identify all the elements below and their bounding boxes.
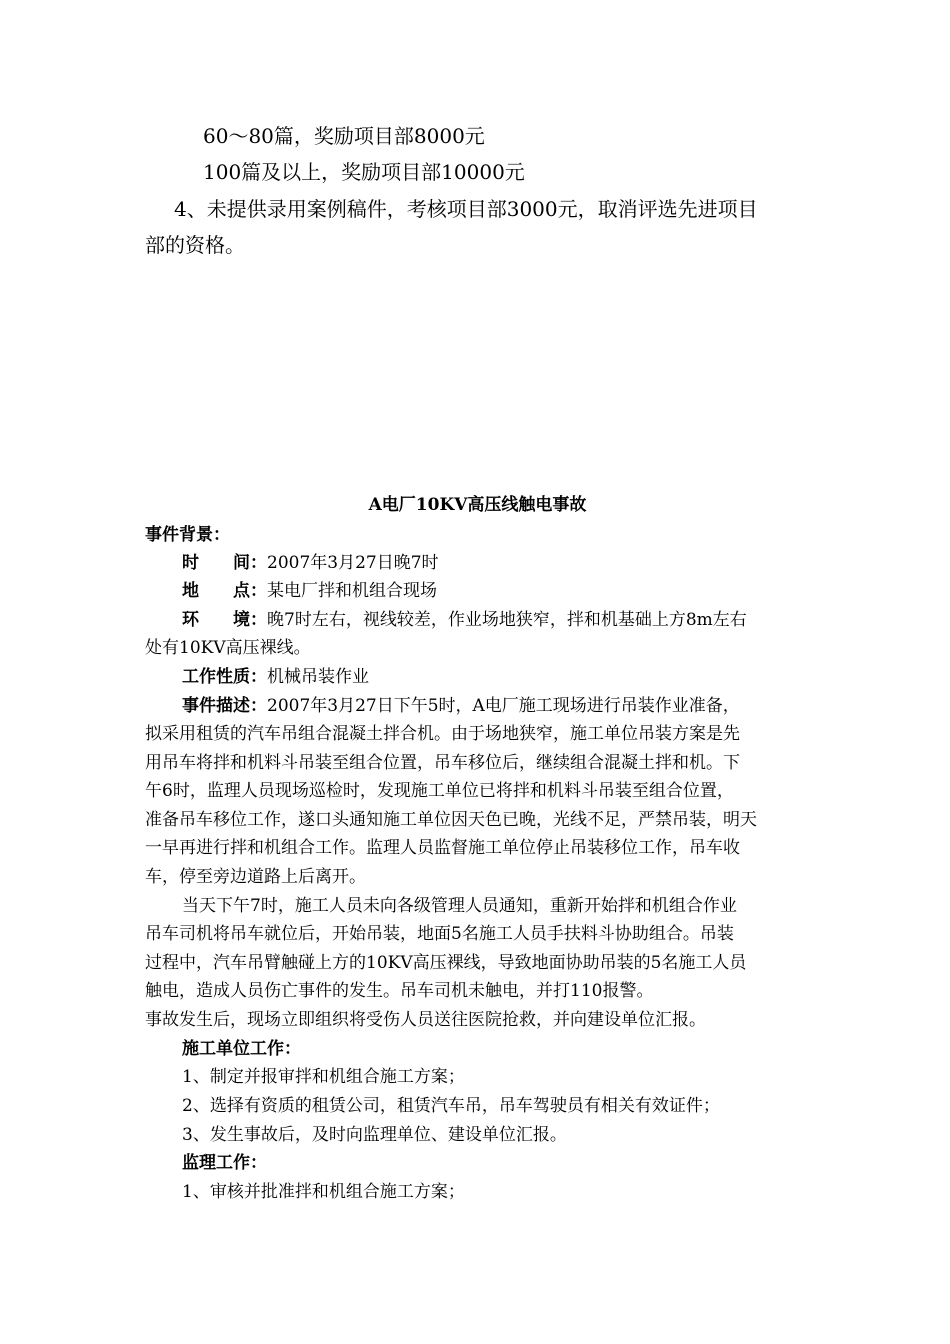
description-line-7: 车，停至旁边道路上后离开。	[145, 867, 366, 887]
contractor-item-2: 2、选择有资质的租赁公司，租赁汽车吊，吊车驾驶员有相关有效证件；	[182, 1096, 720, 1116]
description-line-6: 一早再进行拌和机组合工作。监理人员监督施工单位停止吊装移位工作，吊车收	[145, 838, 740, 858]
description-label: 事件描述：	[182, 696, 267, 716]
environment-row	[182, 606, 847, 634]
place-label: 地 点：	[182, 581, 267, 601]
penalty-line: 4、未提供录用案例稿件，考核项目部3000元，取消评选先进项目	[174, 197, 758, 221]
reward-line-100-plus: 100篇及以上，奖励项目部10000元	[203, 160, 525, 184]
environment-label: 环 境：	[182, 610, 267, 630]
paragraph-2-line-1: 当天下午7时，施工人员未向各级管理人员通知，重新开始拌和机组合作业	[182, 896, 737, 916]
article-title: A电厂10KV高压线触电事故	[368, 495, 587, 515]
supervision-heading: 监理工作：	[182, 1153, 267, 1173]
time-label: 时 间：	[182, 553, 267, 573]
reward-line-60-80: 60～80篇，奖励项目部8000元	[203, 124, 485, 148]
description-line-2: 拟采用租赁的汽车吊组合混凝土拌合机。由于场地狭窄，施工单位吊装方案是先	[145, 724, 740, 744]
description-line-4: 午6时，监理人员现场巡检时，发现施工单位已将拌和机料斗吊装至组合位置，	[145, 781, 734, 801]
paragraph-2-line-3: 过程中，汽车吊臂触碰上方的10KV高压裸线，导致地面协助吊装的5名施工人员	[145, 953, 747, 973]
nature-value: 机械吊装作业	[267, 667, 369, 687]
description-line-5: 准备吊车移位工作，遂口头通知施工单位因天色已晚，光线不足，严禁吊装，明天	[145, 810, 757, 830]
place-row	[182, 577, 847, 605]
supervision-item-1: 1、审核并批准拌和机组合施工方案；	[182, 1182, 465, 1202]
contractor-heading: 施工单位工作：	[182, 1039, 301, 1059]
description-row	[182, 692, 847, 720]
time-value: 2007年3月27日晚7时	[267, 553, 439, 573]
environment-value: 晚7时左右，视线较差，作业场地狭窄，拌和机基础上方8m左右	[267, 610, 747, 630]
time-row	[182, 549, 847, 577]
nature-label: 工作性质：	[182, 667, 267, 687]
penalty-line-cont: 部的资格。	[145, 233, 245, 257]
background-heading: 事件背景：	[145, 525, 230, 545]
paragraph-2-line-4: 触电，造成人员伤亡事件的发生。吊车司机未触电，并打110报警。	[145, 981, 654, 1001]
environment-value-cont: 处有10KV高压裸线。	[145, 638, 311, 658]
paragraph-3-line-1: 事故发生后，现场立即组织将受伤人员送往医院抢救，并向建设单位汇报。	[145, 1010, 706, 1030]
contractor-item-3: 3、发生事故后，及时向监理单位、建设单位汇报。	[182, 1125, 567, 1145]
place-value: 某电厂拌和机组合现场	[267, 581, 437, 601]
contractor-item-1: 1、制定并报审拌和机组合施工方案；	[182, 1067, 465, 1087]
nature-row	[182, 663, 847, 691]
description-line-3: 用吊车将拌和机料斗吊装至组合位置，吊车移位后，继续组合混凝土拌和机。下	[145, 753, 740, 773]
paragraph-2-line-2: 吊车司机将吊车就位后，开始吊装，地面5名施工人员手扶料斗协助组合。吊装	[145, 924, 734, 944]
description-line-1: 2007年3月27日下午5时，A电厂施工现场进行吊装作业准备，	[267, 696, 740, 716]
